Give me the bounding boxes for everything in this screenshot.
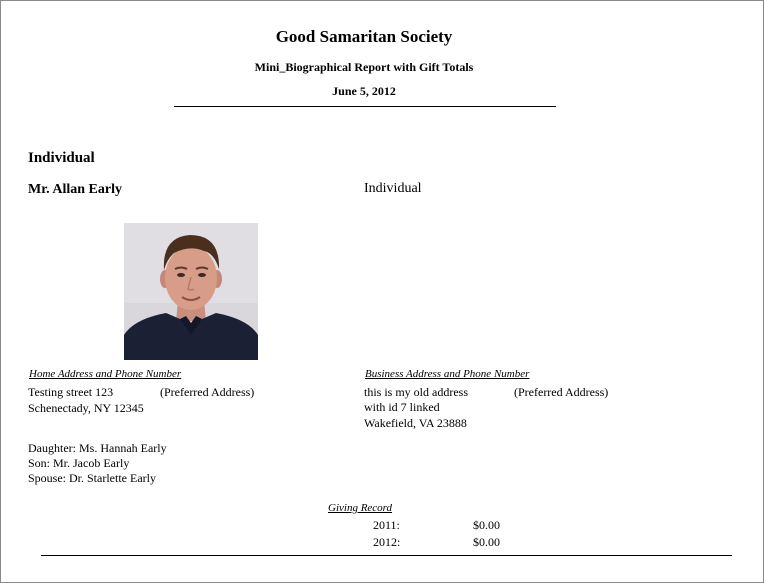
business-preferred-label: (Preferred Address)	[514, 385, 609, 399]
business-address-line3: Wakefield, VA 23888	[364, 416, 467, 430]
header-divider	[174, 106, 556, 107]
giving-amount-2011: $0.00	[473, 518, 500, 532]
giving-amount-2012: $0.00	[473, 535, 500, 549]
business-address-heading: Business Address and Phone Number	[365, 368, 530, 380]
organization-title: Good Samaritan Society	[275, 27, 453, 46]
giving-year-2011: 2011:	[373, 518, 400, 532]
home-address-heading: Home Address and Phone Number	[29, 368, 182, 380]
constituent-photo	[124, 223, 258, 360]
home-preferred-label: (Preferred Address)	[160, 385, 255, 399]
report-title: Mini_Biographical Report with Gift Totals	[254, 60, 474, 74]
business-address-line2: with id 7 linked	[364, 400, 440, 414]
constituent-name: Mr. Allan Early	[28, 182, 122, 197]
record-type: Individual	[364, 181, 422, 196]
report-date: June 5, 2012	[332, 84, 396, 98]
relationship-daughter: Daughter: Ms. Hannah Early	[28, 441, 167, 455]
home-address-line2: Schenectady, NY 12345	[28, 401, 144, 415]
relationship-spouse: Spouse: Dr. Starlette Early	[28, 471, 156, 485]
giving-year-2012: 2012:	[373, 535, 401, 549]
section-heading: Individual	[28, 150, 95, 166]
relationship-son: Son: Mr. Jacob Early	[28, 456, 130, 470]
home-address-line1: Testing street 123	[28, 385, 114, 399]
footer-divider	[41, 555, 732, 556]
business-address-line1: this is my old address	[364, 385, 468, 399]
giving-record-heading: Giving Record	[328, 502, 393, 514]
